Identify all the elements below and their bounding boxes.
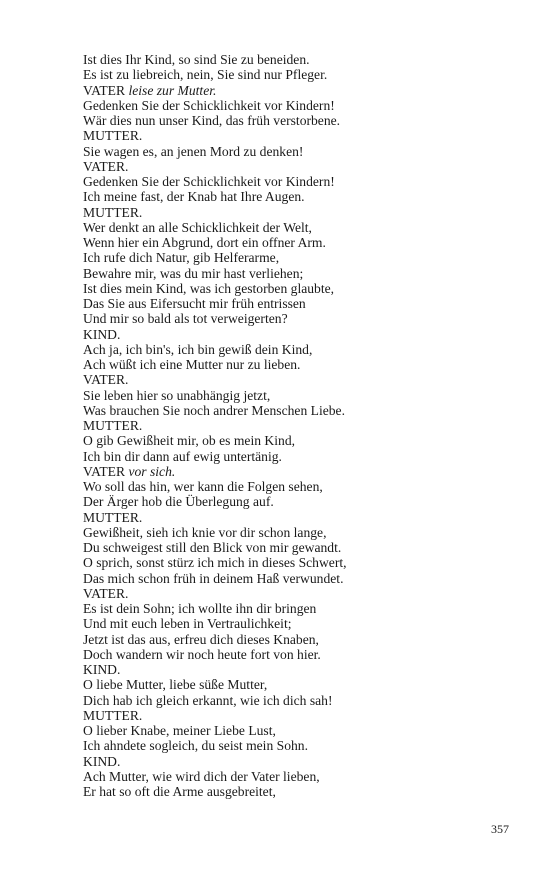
text-line (83, 372, 483, 387)
line-text: Ich bin dir dann auf ewig untertänig. (83, 448, 282, 464)
line-text: Und mir so bald als tot verweigerten? (83, 311, 288, 327)
text-line (83, 67, 483, 82)
line-text: Jetzt ist das aus, erfreu dich dieses Knaben, (83, 631, 319, 647)
line-text: Bewahre mir, was du mir hast verliehen; (83, 265, 304, 281)
text-line (83, 525, 483, 540)
line-text: Gedenken Sie der Schicklichkeit vor Kindern! (83, 97, 335, 113)
text-line (83, 250, 483, 265)
line-text: O liebe Mutter, liebe süße Mutter, (83, 677, 268, 693)
text-line (83, 784, 483, 799)
line-text: Er hat so oft die Arme ausgebreitet, (83, 784, 276, 799)
text-line (83, 433, 483, 448)
line-text: Gewißheit, sieh ich knie vor dir schon lange, (83, 524, 327, 540)
text-line (83, 769, 483, 784)
line-text: VATER. (83, 158, 129, 174)
text-line (83, 555, 483, 570)
play-text (83, 52, 483, 799)
text-line (83, 281, 483, 296)
line-text: Sie leben hier so unabhängig jetzt, (83, 387, 271, 403)
text-line (83, 449, 483, 464)
line-text: O gib Gewißheit mir, ob es mein Kind, (83, 433, 296, 449)
line-text: Wo soll das hin, wer kann die Folgen sehen, (83, 479, 323, 494)
line-text: Es ist dein Sohn; ich wollte ihn dir bringen (83, 601, 317, 616)
line-text: Dich hab ich gleich erkannt, wie ich dich sah! (83, 692, 333, 708)
text-line (83, 616, 483, 631)
line-text: Ich ahndete sogleich, du seist mein Sohn. (83, 738, 309, 754)
text-line (83, 159, 483, 174)
text-line (83, 738, 483, 753)
text-line (83, 174, 483, 189)
text-line (83, 571, 483, 586)
text-line (83, 494, 483, 509)
line-text: Es ist zu liebreich, nein, Sie sind nur Pfleger. (83, 67, 328, 83)
text-line (83, 113, 483, 128)
text-line (83, 479, 483, 494)
line-text: MUTTER. (83, 509, 143, 525)
line-text: Ach Mutter, wie wird dich der Vater lieben, (83, 768, 320, 784)
line-text: Wer denkt an alle Schicklichkeit der Welt, (83, 219, 312, 235)
line-text: KIND. (83, 662, 121, 677)
text-line (83, 540, 483, 555)
text-line (83, 723, 483, 738)
line-text: Das mich schon früh in deinem Haß verwundet. (83, 570, 344, 586)
text-line (83, 601, 483, 616)
line-text: VATER (83, 82, 129, 98)
text-line (83, 632, 483, 647)
line-text: VATER. (83, 372, 129, 388)
line-text: O lieber Knabe, meiner Liebe Lust, (83, 723, 276, 738)
line-text: Ist dies Ihr Kind, so sind Sie zu beneiden. (83, 52, 310, 67)
line-text: O sprich, sonst stürz ich mich in dieses Schwert, (83, 555, 347, 571)
line-text: Was brauchen Sie noch andrer Menschen Liebe. (83, 402, 345, 418)
line-text: Ach ja, ich bin's, ich bin gewiß dein Kind, (83, 341, 313, 357)
line-text: MUTTER. (83, 707, 143, 723)
line-text: Du schweigest still den Blick von mir gewandt. (83, 540, 342, 555)
text-line (83, 388, 483, 403)
text-line (83, 189, 483, 204)
line-text: MUTTER. (83, 204, 143, 220)
text-line (83, 586, 483, 601)
text-line (83, 266, 483, 281)
line-text: Und mit euch leben in Vertraulichkeit; (83, 616, 292, 632)
line-text: Das Sie aus Eifersucht mir früh entrissen (83, 296, 306, 311)
text-line (83, 83, 483, 98)
line-text: MUTTER. (83, 128, 143, 144)
text-line (83, 662, 483, 677)
text-line (83, 647, 483, 662)
text-line (83, 418, 483, 433)
text-line (83, 510, 483, 525)
text-line (83, 327, 483, 342)
stage-direction: vor sich. (128, 463, 176, 479)
line-text: Wenn hier ein Abgrund, dort ein offner Arm. (83, 235, 326, 250)
text-line (83, 403, 483, 418)
text-line (83, 464, 483, 479)
line-text: MUTTER. (83, 418, 143, 433)
line-text: Ich rufe dich Natur, gib Helferarme, (83, 250, 280, 266)
page-number: 357 (491, 822, 509, 836)
text-line (83, 144, 483, 159)
text-line (83, 235, 483, 250)
text-line (83, 205, 483, 220)
line-text: Ist dies mein Kind, was ich gestorben glaubte, (83, 280, 335, 296)
text-line (83, 677, 483, 692)
line-text: Sie wagen es, an jenen Mord zu denken! (83, 143, 304, 159)
text-line (83, 311, 483, 326)
stage-direction: leise zur Mutter. (128, 82, 217, 98)
line-text: Der Ärger hob die Überlegung auf. (83, 494, 274, 510)
line-text: VATER (83, 463, 129, 479)
text-line (83, 98, 483, 113)
line-text: Doch wandern wir noch heute fort von hier. (83, 646, 321, 662)
text-line (83, 220, 483, 235)
text-line (83, 342, 483, 357)
line-text: Gedenken Sie der Schicklichkeit vor Kindern! (83, 174, 335, 189)
text-line (83, 754, 483, 769)
line-text: KIND. (83, 326, 121, 342)
text-line (83, 357, 483, 372)
line-text: Ich meine fast, der Knab hat Ihre Augen. (83, 189, 305, 205)
line-text: Ach wüßt ich eine Mutter nur zu lieben. (83, 357, 301, 372)
text-line (83, 296, 483, 311)
text-line (83, 708, 483, 723)
line-text: Wär dies nun unser Kind, das früh verstorbene. (83, 113, 341, 128)
text-line (83, 128, 483, 143)
line-text: KIND. (83, 753, 121, 769)
text-line (83, 52, 483, 67)
line-text: VATER. (83, 585, 129, 601)
text-line (83, 693, 483, 708)
